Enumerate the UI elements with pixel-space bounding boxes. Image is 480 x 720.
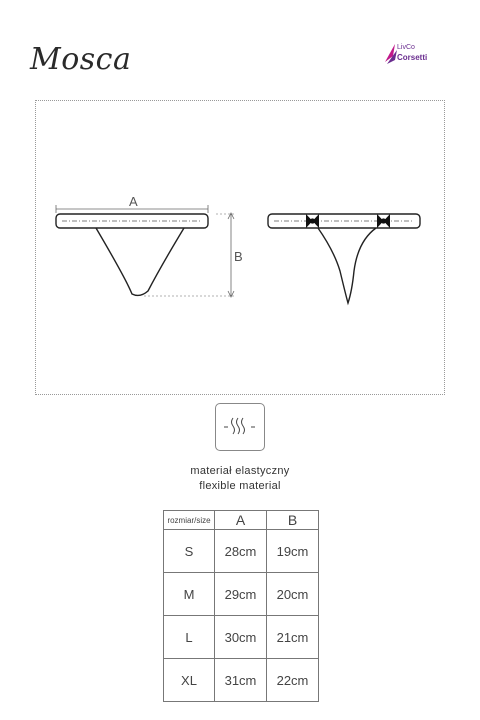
value-cell-a: 29cm xyxy=(215,573,267,616)
thong-diagram xyxy=(36,101,446,396)
value-cell-b: 21cm xyxy=(267,616,319,659)
size-cell: S xyxy=(164,530,215,573)
logo-line2: Corsetti xyxy=(397,53,428,62)
table-row xyxy=(164,659,319,702)
product-diagram xyxy=(35,100,445,395)
size-cell: M xyxy=(164,573,215,616)
value-cell-b: 22cm xyxy=(267,659,319,702)
table-row xyxy=(164,530,319,573)
label-b: B xyxy=(234,249,243,264)
value-cell-a: 31cm xyxy=(215,659,267,702)
value-cell-b: 19cm xyxy=(267,530,319,573)
material-text-pl: materiał elastyczny xyxy=(190,465,290,477)
bow-icon-right xyxy=(377,214,390,228)
column-header-b: B xyxy=(267,511,319,530)
back-view xyxy=(268,214,420,303)
size-table xyxy=(163,510,319,702)
brand-logo xyxy=(383,40,443,68)
value-cell-a: 28cm xyxy=(215,530,267,573)
table-header-row xyxy=(164,511,319,530)
column-header-a: A xyxy=(215,511,267,530)
brand-title: Mosca xyxy=(30,42,132,77)
value-cell-b: 20cm xyxy=(267,573,319,616)
label-a: A xyxy=(129,194,138,209)
size-cell: L xyxy=(164,616,215,659)
table-row xyxy=(164,573,319,616)
table-row xyxy=(164,616,319,659)
flexible-material-icon xyxy=(215,403,265,451)
size-column-header: rozmiar/size xyxy=(164,511,215,530)
material-text-en: flexible material xyxy=(199,480,281,492)
size-cell: XL xyxy=(164,659,215,702)
value-cell-a: 30cm xyxy=(215,616,267,659)
logo-line1: LivCo xyxy=(397,44,415,51)
front-view xyxy=(56,194,243,297)
bow-icon-left xyxy=(306,214,319,228)
